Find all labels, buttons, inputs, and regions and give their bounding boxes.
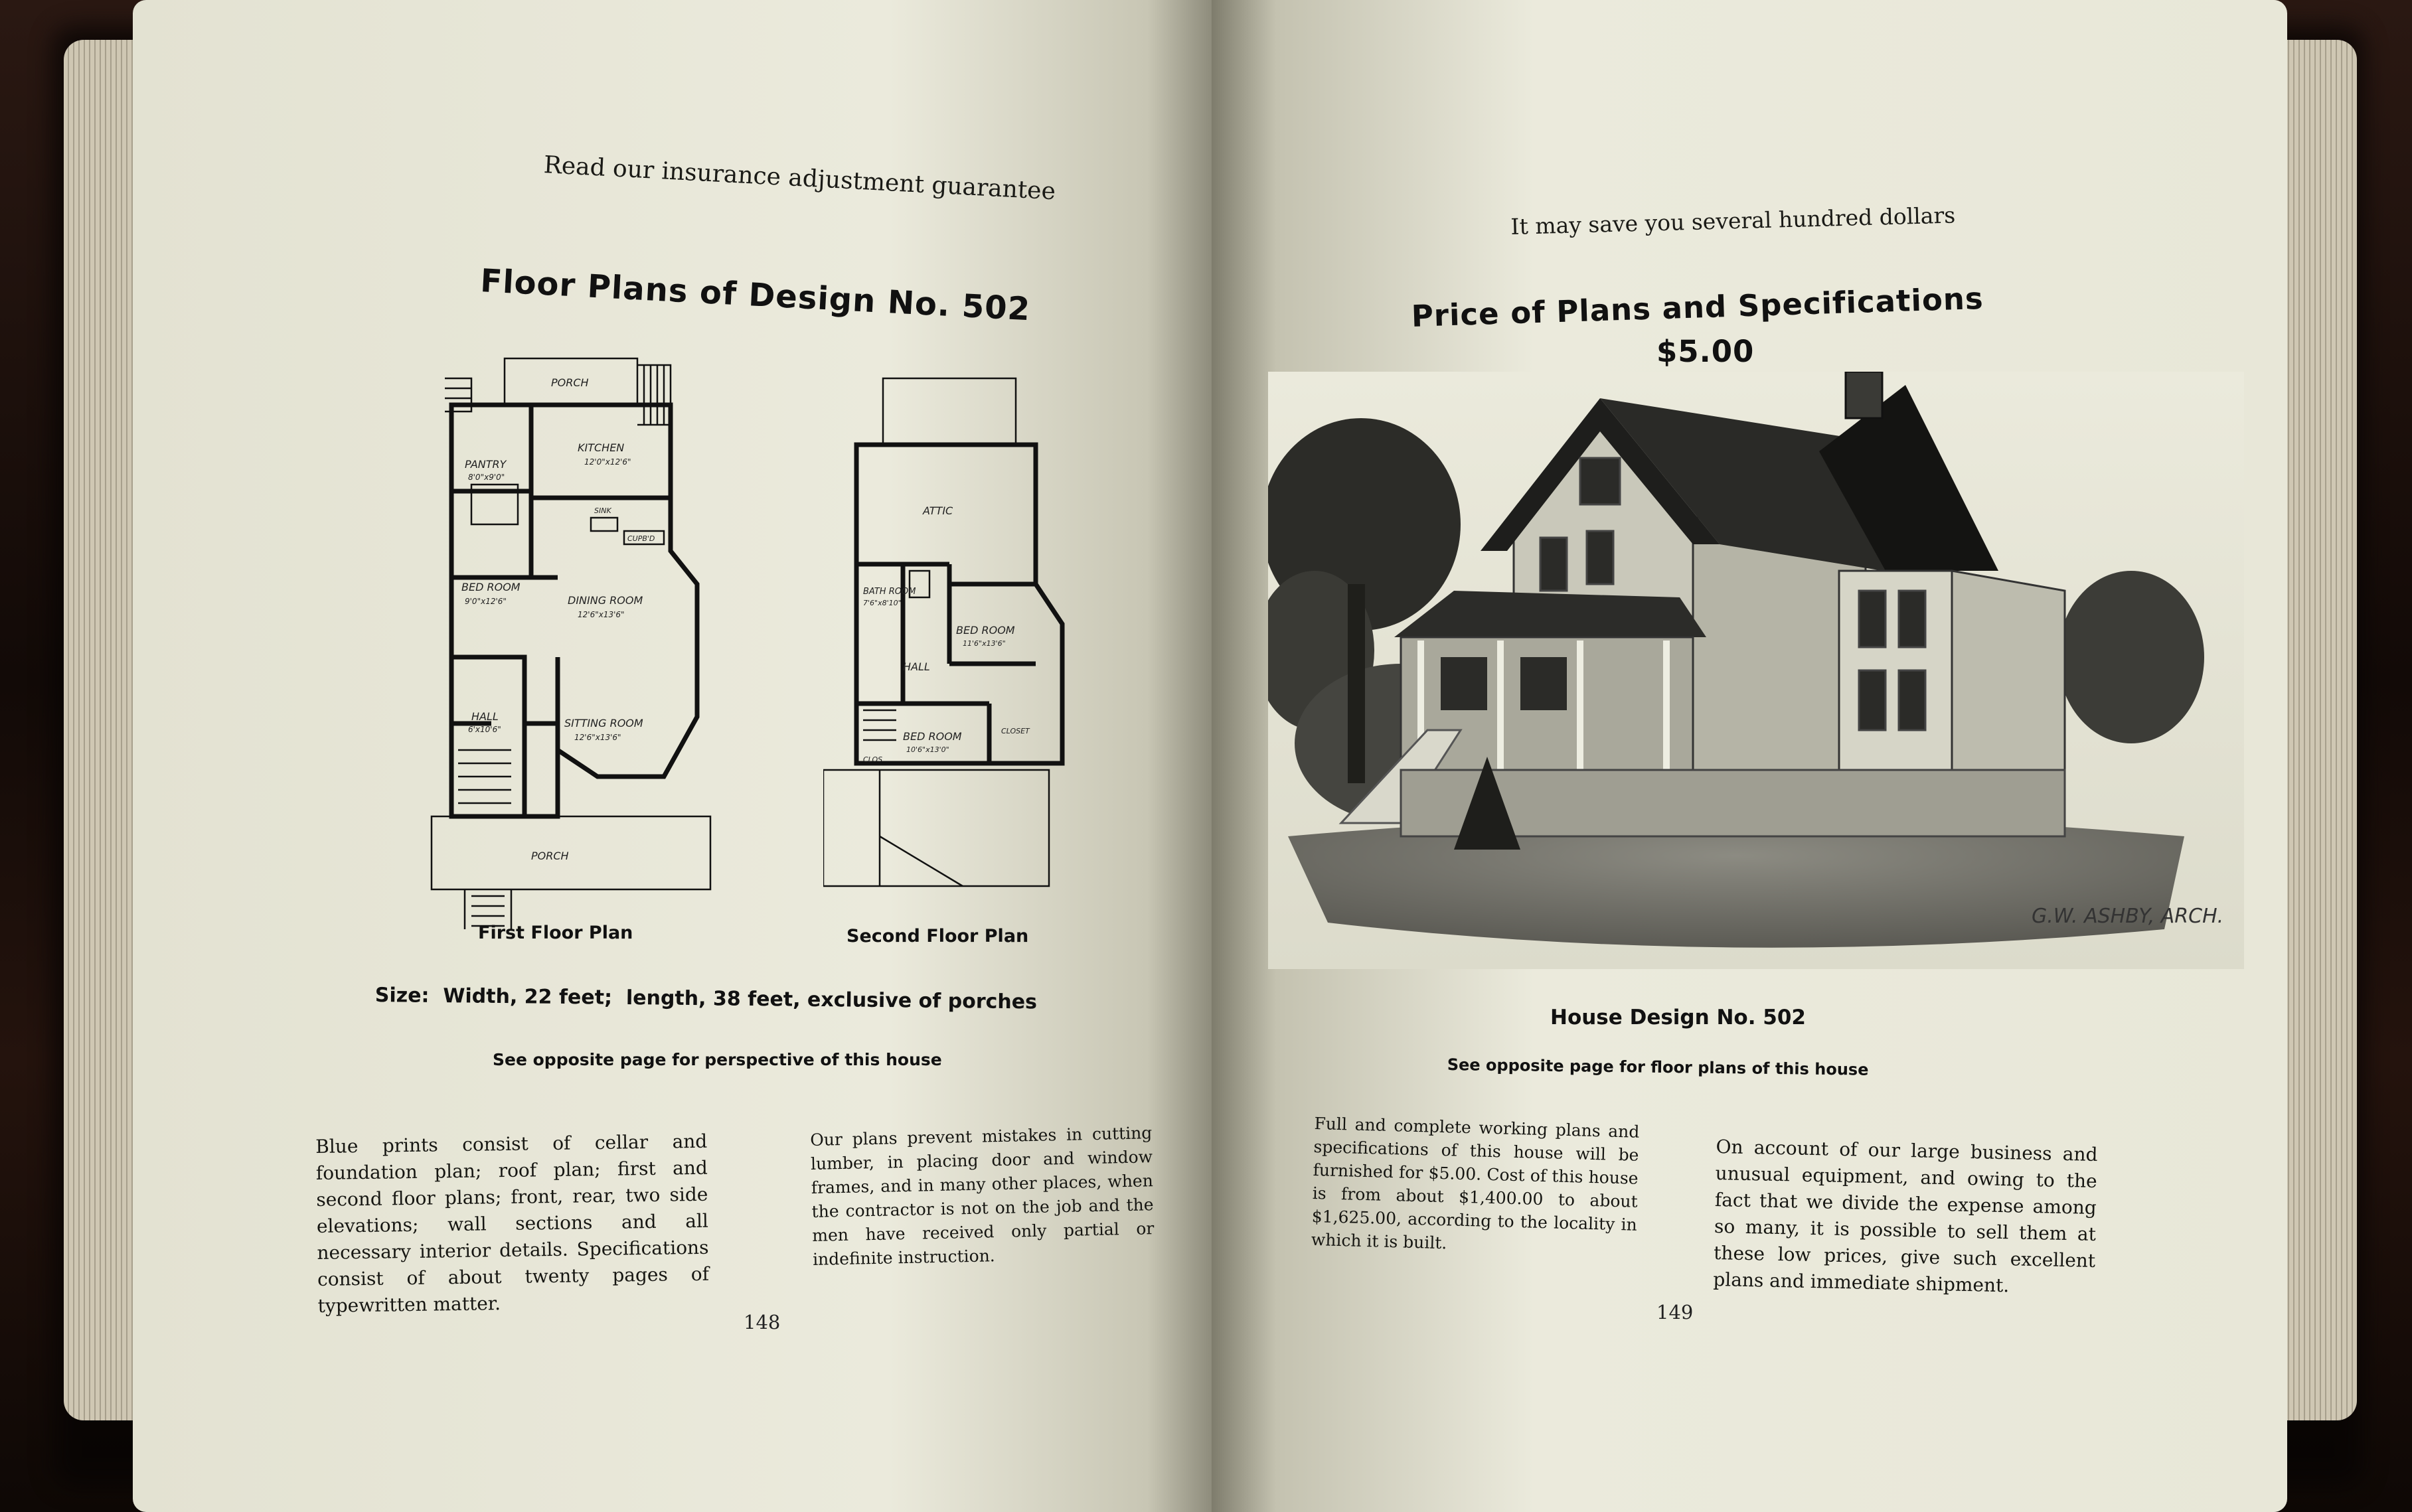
ff-label-dining-room-dim: 12'6"x13'6" (578, 610, 625, 619)
ff-label-porch-rear: PORCH (551, 376, 589, 389)
right-paragraph-2: On account of our large business and unusual equipment, and owing to the fact that we divide the expense among so many, it is possible to sell them at these low prices, give such excellent plans and immediate shipment. (1713, 1135, 2098, 1297)
sf-label-bed-room-1: BED ROOM (956, 624, 1015, 637)
ff-label-hall: HALL (471, 710, 499, 723)
house-perspective-illustration (1268, 372, 2244, 969)
left-page (133, 0, 1212, 1512)
left-page-title: Floor Plans of Design No. 502 (479, 262, 1032, 329)
sf-label-hall: HALL (903, 660, 930, 673)
first-floor-plan-drawing (425, 352, 744, 929)
ff-label-bed-room: BED ROOM (461, 581, 521, 593)
ff-label-sitting-room-dim: 12'6"x13'6" (574, 733, 621, 742)
page-edges-left (64, 40, 143, 1420)
ff-label-sitting-room: SITTING ROOM (564, 717, 643, 729)
ff-label-kitchen: KITCHEN (578, 441, 625, 454)
ff-label-kitchen-dim: 12'0"x12'6" (584, 457, 631, 467)
sf-label-bed-room-1-dim: 11'6"x13'6" (963, 639, 1006, 648)
left-page-number: 148 (744, 1311, 781, 1333)
page-edges-right (2284, 40, 2357, 1420)
sf-label-closet: CLOSET (1001, 727, 1030, 735)
ff-label-bed-room-dim: 9'0"x12'6" (465, 597, 507, 606)
first-floor-caption: First Floor Plan (478, 923, 633, 943)
sf-label-bed-room-2-dim: 10'6"x13'0" (906, 745, 949, 754)
second-floor-caption: Second Floor Plan (846, 926, 1029, 946)
price-text: $5.00 (1656, 334, 1755, 369)
second-floor-plan-drawing (823, 372, 1076, 889)
ff-label-sink: SINK (594, 506, 611, 515)
ff-label-pantry: PANTRY (465, 458, 507, 471)
left-paragraph-1: Blue prints consist of cellar and foundation plan; roof plan; first and second floor plans; front, rear, two side elevations; wall sections and all necessary interior details. Specifications consist of about twenty pages of typewritten matter. (315, 1130, 710, 1317)
ff-label-porch-front: PORCH (531, 850, 569, 862)
left-paragraph-2: Our plans prevent mistakes in cutting lumber, in placing door and window frames, and in many other places, when the contractor is not on the job and the men have received only partial or indefinite instruction. (810, 1123, 1155, 1269)
sf-label-attic: ATTIC (923, 504, 953, 517)
sf-label-bed-room-2: BED ROOM (903, 730, 962, 743)
sf-label-bath-dim: 7'6"x8'10" (863, 599, 902, 607)
ff-label-hall-dim: 6'x10'6" (468, 725, 501, 734)
right-page-number: 149 (1656, 1301, 1694, 1323)
left-running-header: Read our insurance adjustment guarantee (542, 151, 1056, 206)
size-line: Size: Width, 22 feet; length, 38 feet, exclusive of porches (374, 984, 1038, 1014)
left-see-opposite-note: See opposite page for perspective of this house (493, 1050, 942, 1069)
right-running-header: It may save you several hundred dollars (1510, 202, 1956, 240)
right-paragraph-1: Full and complete working plans and specifications of this house will be furnished for $5.00. Cost of this house is from about $1,400.00 to about $1,625.00, according to the locality in which it is built. (1311, 1113, 1640, 1253)
sf-label-clos: CLOS (863, 755, 883, 764)
svg-text:G.W. ASHBY, ARCH.: G.W. ASHBY, ARCH. (2032, 905, 2224, 928)
ff-label-cupboard: CUPB'D (627, 534, 655, 543)
house-design-caption: House Design No. 502 (1550, 1006, 1806, 1029)
right-page-title: Price of Plans and Specifications (1411, 280, 1984, 334)
right-see-opposite-note: See opposite page for floor plans of this house (1447, 1055, 1869, 1079)
ff-label-dining-room: DINING ROOM (568, 594, 643, 607)
sf-label-bath-room: BATH ROOM (863, 587, 916, 597)
ff-label-pantry-dim: 8'0"x9'0" (468, 473, 505, 482)
right-page (1212, 0, 2287, 1512)
